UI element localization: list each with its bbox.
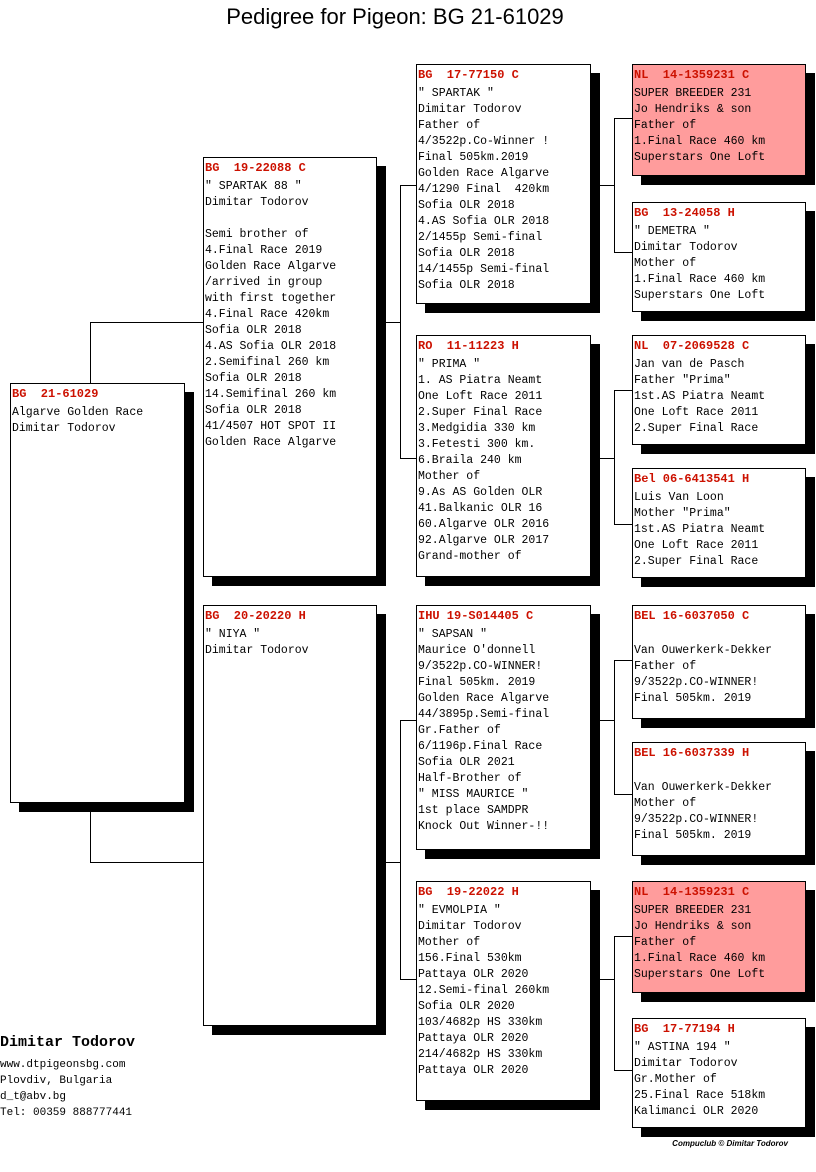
pigeon-details: " SPARTAK " Dimitar Todorov Father of 4/3522p.Co-Winner ! Final 505km.2019 Golden Race Algarve 4/1290 Final 420km Sofia OLR 2018 4.AS Sofia OLR 2018 2/1455p Semi-final Sofia OLR 2018 14/1455p Semi-final Sofia OLR 2018 [418,87,550,292]
pigeon-card-sss [632,64,806,176]
connector-line [614,1070,632,1071]
connector-line [614,524,632,525]
ring-number: NL 07-2069528 C [634,339,750,353]
pigeon-card-dsd [632,742,806,856]
connector-line [400,720,401,980]
pigeon-card-sdd [632,468,806,578]
pigeon-details: Van Ouwerkerk-Dekker Mother of 9/3522p.CO-WINNER! Final 505km. 2019 [634,781,773,842]
owner-city: Plovdiv, Bulgaria [0,1075,113,1087]
connector-line [400,720,417,721]
connector-line [614,660,632,661]
connector-line [400,458,417,459]
page-title: Pedigree for Pigeon: BG 21-61029 [226,4,564,29]
pigeon-details: " SPARTAK 88 " Dimitar Todorov Semi brother of 4.Final Race 2019 Golden Race Algarve /arrived in group with first together 4.Final Race 420km Sofia OLR 2018 4.AS Sofia OLR 2018 2.Semifinal 260 km Sofia OLR 2018 14.Semifinal 260 km Sofia OLR 2018 41/4507 HOT SPOT II Golden Race Algarve [205,180,337,449]
ring-number: BEL 16-6037050 C [634,609,750,623]
pigeon-details: SUPER BREEDER 231 Jo Hendriks & son Father of 1.Final Race 460 km Superstars One Loft [634,87,766,164]
pigeon-card-ssd [632,202,806,312]
pigeon-details: Algarve Golden Race Dimitar Todorov [12,406,144,435]
pigeon-details: Jan van de Pasch Father "Prima" 1st.AS Piatra Neamt One Loft Race 2011 2.Super Final Race [634,358,766,435]
ring-number: NL 14-1359231 C [634,885,750,899]
connector-line [590,185,615,186]
ring-number: BG 20-20220 H [205,609,306,623]
ring-number: BG 17-77194 H [634,1022,735,1036]
pigeon-card-ddd [632,1018,806,1128]
pigeon-details: Luis Van Loon Mother "Prima" 1st.AS Piatra Neamt One Loft Race 2011 2.Super Final Race [634,491,766,568]
owner-name: Dimitar Todorov [0,1034,136,1051]
connector-line [590,458,615,459]
pigeon-details: " ASTINA 194 " Dimitar Todorov Gr.Mother of 25.Final Race 518km Kalimanci OLR 2020 [634,1041,766,1118]
pigeon-details: SUPER BREEDER 231 Jo Hendriks & son Father of 1.Final Race 460 km Superstars One Loft [634,904,766,981]
pigeon-card-dss [632,605,806,719]
connector-line [614,252,632,253]
pigeon-details: " PRIMA " 1. AS Piatra Neamt One Loft Race 2011 2.Super Final Race 3.Medgidia 330 km 3.Fetesti 300 km. 6.Braila 240 km Mother of 9.As AS Golden OLR 41.Balkanic OLR 16 60.Algarve OLR 2016 92.Algarve OLR 2017 Grand-mother of [418,358,550,563]
connector-line [90,802,91,863]
footer-credit: Compuclub © Dimitar Todorov [672,1139,788,1148]
connector-line [400,185,417,186]
ring-number: NL 14-1359231 C [634,68,750,82]
connector-line [90,322,204,323]
connector-line [90,862,204,863]
ring-number: BG 17-77150 C [418,68,519,82]
pigeon-details: " NIYA " Dimitar Todorov [205,628,309,657]
owner-email: d_t@abv.bg [0,1091,67,1103]
pigeon-card-sire [203,157,377,577]
pigeon-card-dam-sire [416,605,591,850]
pigeon-card-subject [10,383,185,803]
owner-website: www.dtpigeonsbg.com [0,1059,126,1071]
connector-line [614,794,632,795]
ring-number: BG 19-22088 C [205,161,306,175]
pigeon-details: " SAPSAN " Maurice O'donnell 9/3522p.CO-WINNER! Final 505km. 2019 Golden Race Algarve 44/3895p.Semi-final Gr.Father of 6/1196p.Final Race Sofia OLR 2021 Half-Brother of " MISS MAURICE " 1st place SAMDPR Knock Out Winner-!! [418,628,550,833]
connector-line [614,118,615,253]
pigeon-details: " EVMOLPIA " Dimitar Todorov Mother of 156.Final 530km Pattaya OLR 2020 12.Semi-final 260km Sofia OLR 2020 103/4682p HS 330km Pattaya OLR 2020 214/4682p HS 330km Pattaya OLR 2020 [418,904,550,1077]
owner-phone: Tel: 00359 888777441 [0,1107,133,1119]
connector-line [614,936,632,937]
connector-line [376,862,401,863]
ring-number: BEL 16-6037339 H [634,746,750,760]
ring-number: BG 21-61029 [12,387,99,401]
connector-line [614,118,632,119]
connector-line [400,979,417,980]
pigeon-card-dam [203,605,377,1026]
ring-number: Bel 06-6413541 H [634,472,750,486]
ring-number: BG 13-24058 H [634,206,735,220]
connector-line [90,322,91,384]
pigeon-card-sds [632,335,806,445]
connector-line [590,720,615,721]
ring-number: BG 19-22022 H [418,885,519,899]
pigeon-details: Van Ouwerkerk-Dekker Father of 9/3522p.CO-WINNER! Final 505km. 2019 [634,644,773,705]
connector-line [614,390,632,391]
pigeon-card-sire-dam [416,335,591,577]
connector-line [614,660,615,795]
connector-line [614,936,615,1071]
pigeon-card-dam-dam [416,881,591,1101]
connector-line [590,979,615,980]
pigeon-details: " DEMETRA " Dimitar Todorov Mother of 1.Final Race 460 km Superstars One Loft [634,225,766,302]
ring-number: IHU 19-S014405 C [418,609,534,623]
connector-line [376,322,401,323]
ring-number: RO 11-11223 H [418,339,519,353]
pigeon-card-sire-sire [416,64,591,304]
owner-block [0,1034,135,1121]
connector-line [400,185,401,459]
connector-line [614,390,615,525]
pigeon-card-dds [632,881,806,993]
